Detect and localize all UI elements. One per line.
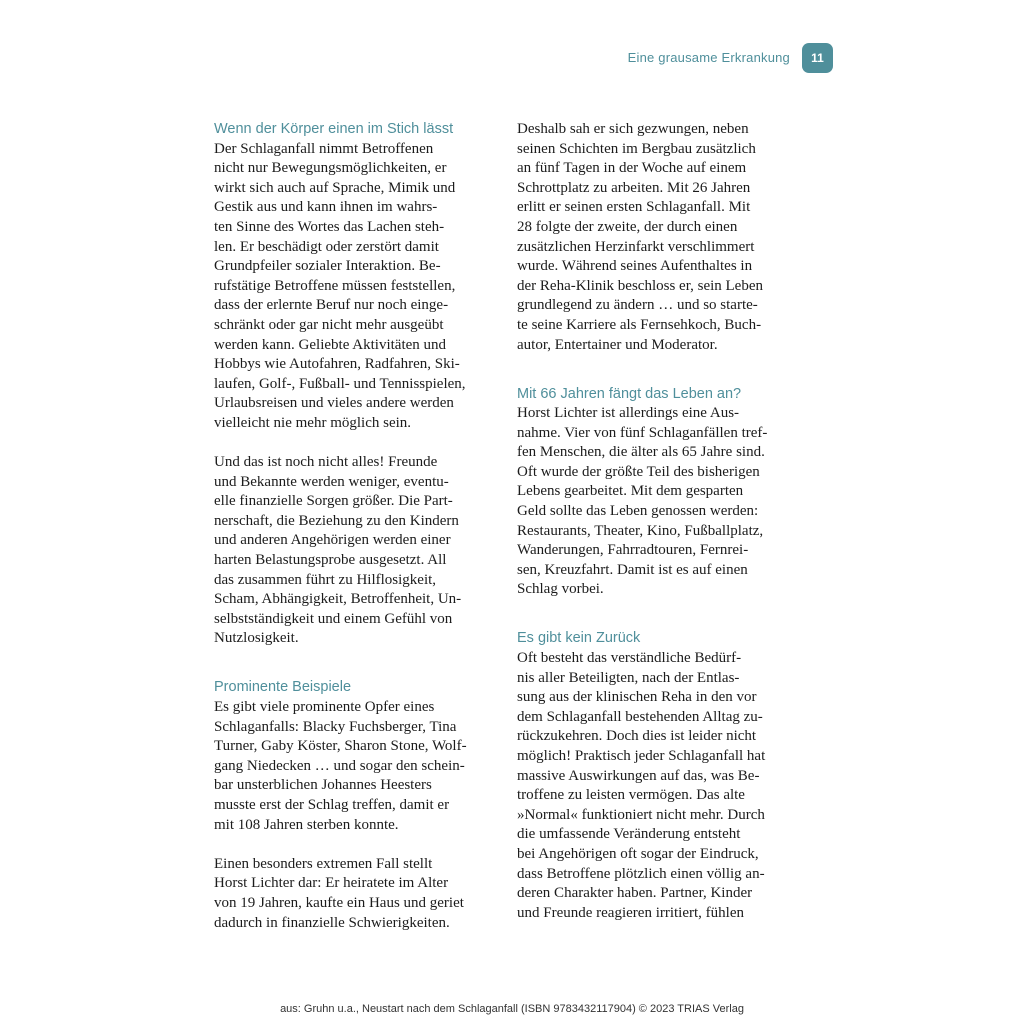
text-line: schränkt oder gar nicht mehr ausgeübt (214, 316, 444, 333)
text-line: grundlegend zu ändern … und so starte- (517, 297, 758, 314)
text-line: Der Schlaganfall nimmt Betroffenen (214, 140, 434, 157)
text-line: an fünf Tagen in der Woche auf einem (517, 160, 747, 177)
text-line: nahme. Vier von fünf Schlaganfällen tref- (517, 424, 768, 441)
text-line: bar unsterblichen Johannes Heesters (214, 777, 432, 794)
paragraph-spacer (214, 649, 490, 678)
text-line: wirkt sich auch auf Sprache, Mimik und (214, 179, 456, 196)
text-line: Lebens gearbeitet. Mit dem gesparten (517, 483, 744, 500)
section-heading: Es gibt kein Zurück (517, 630, 641, 647)
text-line: dadurch in finanzielle Schwierigkeiten. (214, 914, 450, 931)
paragraph-spacer (214, 434, 490, 454)
text-line: der Reha-Klinik beschloss er, sein Leben (517, 277, 763, 294)
text-line: Horst Lichter ist allerdings eine Aus- (517, 405, 740, 422)
text-line: nis aller Beteiligten, nach der Entlas- (517, 669, 740, 686)
page-number-badge: 11 (802, 43, 833, 73)
section-heading: Wenn der Körper einen im Stich lässt (214, 121, 454, 137)
chapter-title: Eine grausame Erkrankung (627, 50, 790, 65)
text-line: ten Sinne des Wortes das Lachen steh- (214, 218, 445, 235)
text-line: Deshalb sah er sich gezwungen, neben (517, 121, 749, 137)
text-line: von 19 Jahren, kaufte ein Haus und geriet (214, 894, 464, 911)
text-line: selbstständigkeit und einem Gefühl von (214, 610, 453, 627)
text-line: rufstätige Betroffene müssen feststellen, (214, 277, 456, 294)
text-line: fen Menschen, die älter als 65 Jahre sind. (517, 444, 765, 461)
text-line: rückzukehren. Doch dies ist leider nicht (517, 728, 757, 745)
text-line: dass der erlernte Beruf nur noch einge- (214, 297, 449, 314)
text-line: Hobbys wie Autofahren, Radfahren, Ski- (214, 356, 460, 373)
text-line: Schlaganfalls: Blacky Fuchsberger, Tina (214, 718, 457, 735)
text-line: autor, Entertainer und Moderator. (517, 336, 718, 353)
text-line: Scham, Abhängigkeit, Betroffenheit, Un- (214, 591, 462, 608)
text-line: erlitt er seinen ersten Schlaganfall. Mit (517, 199, 751, 216)
text-line: mit 108 Jahren sterben konnte. (214, 816, 399, 833)
paragraph (517, 404, 793, 600)
text-line: te seine Karriere als Fernsehkoch, Buch- (517, 316, 762, 333)
text-line: nerschaft, die Beziehung zu den Kindern (214, 512, 459, 529)
text-line: sen, Kreuzfahrt. Damit ist es auf einen (517, 561, 748, 578)
text-line: Grundpfeiler sozialer Interaktion. Be- (214, 258, 441, 275)
text-line: nicht nur Bewegungsmöglichkeiten, er (214, 160, 447, 177)
paragraph (517, 120, 793, 355)
paragraph (517, 649, 793, 923)
text-line: gang Niedecken … und sogar den schein- (214, 757, 465, 774)
text-line: Urlaubsreisen und vieles andere werden (214, 395, 454, 412)
text-line: bei Angehörigen oft sogar der Eindruck, (517, 845, 759, 862)
text-line: seinen Schichten im Bergbau zusätzlich (517, 140, 756, 157)
text-line: Restaurants, Theater, Kino, Fußballplatz, (517, 522, 764, 539)
text-line: laufen, Golf-, Fußball- und Tennisspielen, (214, 375, 466, 392)
text-line: »Normal« funktioniert nicht mehr. Durch (517, 806, 765, 823)
text-line: massive Auswirkungen auf das, was Be- (517, 767, 760, 784)
text-line: Wanderungen, Fahrradtouren, Fernrei- (517, 542, 749, 559)
paragraph-spacer (517, 355, 793, 384)
text-line: Oft wurde der größte Teil des bisherigen (517, 463, 760, 480)
paragraph-spacer (214, 835, 490, 855)
text-line: musste erst der Schlag treffen, damit er (214, 796, 450, 813)
text-line: wurde. Während seines Aufenthaltes in (517, 258, 753, 275)
text-line: Und das ist noch nicht alles! Freunde (214, 454, 438, 471)
text-line: Horst Lichter dar: Er heiratete im Alter (214, 875, 449, 892)
text-line: zusätzlichen Herzinfarkt verschlimmert (517, 238, 755, 255)
text-line: dem Schlaganfall bestehenden Alltag zu- (517, 708, 763, 725)
text-line: len. Er beschädigt oder zerstört damit (214, 238, 439, 255)
text-line: Turner, Gaby Köster, Sharon Stone, Wolf- (214, 738, 467, 755)
paragraph (214, 698, 490, 835)
paragraph-spacer (517, 600, 793, 629)
text-line: und Freunde reagieren irritiert, fühlen (517, 904, 744, 921)
text-line: troffene zu leisten vermögen. Das alte (517, 787, 745, 804)
text-line: werden kann. Geliebte Aktivitäten und (214, 336, 447, 353)
paragraph (214, 453, 490, 649)
right-column (517, 120, 793, 923)
text-line: Schlag vorbei. (517, 581, 604, 598)
text-line: harten Belastungsprobe ausgesetzt. All (214, 552, 447, 569)
text-line: elle finanzielle Sorgen größer. Die Part- (214, 493, 453, 510)
section-heading: Prominente Beispiele (214, 679, 352, 696)
text-line: deren Charakter haben. Partner, Kinder (517, 885, 753, 902)
text-line: Oft besteht das verständliche Bedürf- (517, 650, 742, 667)
text-line: die umfassende Veränderung entsteht (517, 826, 741, 843)
section-heading: Mit 66 Jahren fängt das Leben an? (517, 385, 742, 402)
text-line: und anderen Angehörigen werden einer (214, 532, 451, 549)
text-line: das zusammen führt zu Hilflosigkeit, (214, 571, 437, 588)
text-line: dass Betroffene plötzlich einen völlig an- (517, 865, 765, 882)
text-line: möglich! Praktisch jeder Schlaganfall hat (517, 748, 766, 764)
text-line: Geld sollte das Leben genossen werden: (517, 503, 759, 520)
text-line: sung aus der klinischen Reha in den vor (517, 689, 757, 706)
paragraph (214, 855, 490, 933)
text-line: Nutzlosigkeit. (214, 630, 299, 647)
text-line: Es gibt viele prominente Opfer eines (214, 699, 435, 716)
text-line: Gestik aus und kann ihnen im wahrs- (214, 199, 438, 216)
text-line: und Bekannte werden weniger, eventu- (214, 473, 449, 490)
paragraph (214, 140, 490, 434)
left-column (214, 120, 490, 933)
source-footer: aus: Gruhn u.a., Neustart nach dem Schlaganfall (ISBN 9783432117904) © 2023 TRIAS Verlag (280, 1003, 744, 1015)
text-line: 28 folgte der zweite, der durch einen (517, 218, 738, 235)
text-line: Schrottplatz zu arbeiten. Mit 26 Jahren (517, 179, 751, 196)
text-line: Einen besonders extremen Fall stellt (214, 855, 433, 872)
text-line: vielleicht nie mehr möglich sein. (214, 414, 412, 431)
